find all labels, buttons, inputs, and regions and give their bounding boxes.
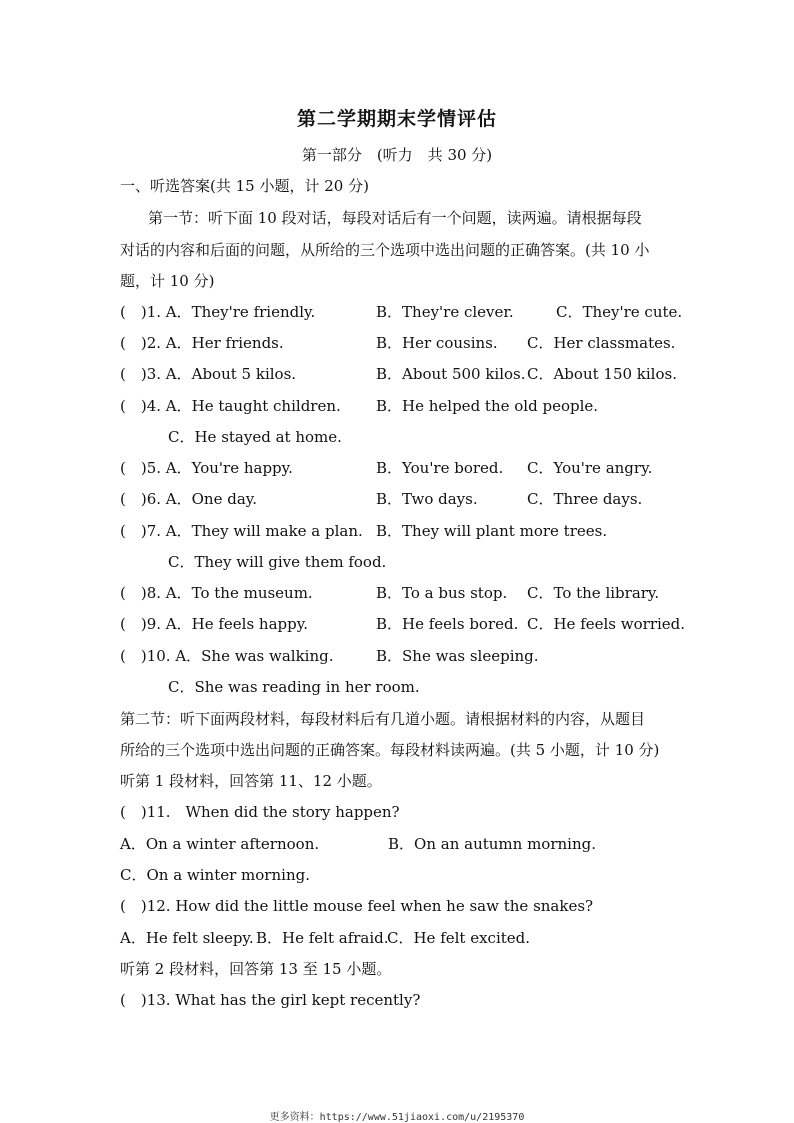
instruction-line: 第二节：听下面两段材料，每段材料后有几道小题。请根据材料的内容，从题目 xyxy=(120,710,646,728)
question-8-option-b: B．To a bus stop. xyxy=(376,584,508,602)
question-8-option-c: C．To the library. xyxy=(527,584,660,602)
question-10-option-b: B．She was sleeping. xyxy=(376,647,539,665)
question-12-option-a: A．He felt sleepy. xyxy=(120,929,254,947)
question-8-option-a: ( )8. A．To the museum. xyxy=(120,584,313,602)
question-5-option-b: B．You're bored. xyxy=(376,459,504,477)
question-11-option-a: A．On a winter afternoon. xyxy=(120,835,320,853)
question-11-stem: ( )11. When did the story happen? xyxy=(120,803,400,821)
question-6-option-b: B．Two days. xyxy=(376,490,478,508)
material-heading: 听第 1 段材料，回答第 11、12 小题。 xyxy=(120,772,382,790)
question-9-option-a: ( )9. A．He feels happy. xyxy=(120,615,308,633)
question-9-option-b: B．He feels bored. xyxy=(376,615,519,633)
question-7-option-c: C．They will give them food. xyxy=(168,553,387,571)
question-10-option-a: ( )10. A．She was walking. xyxy=(120,647,334,665)
question-9-option-c: C．He feels worried. xyxy=(527,615,686,633)
question-2-option-a: ( )2. A．Her friends. xyxy=(120,334,284,352)
instruction-line: 对话的内容和后面的问题，从所给的三个选项中选出问题的正确答案。(共 10 小 xyxy=(120,241,650,259)
question-13-stem: ( )13. What has the girl kept recently? xyxy=(120,991,421,1009)
question-1-option-b: B．They're clever. xyxy=(376,303,514,321)
question-4-option-a: ( )4. A．He taught children. xyxy=(120,397,341,415)
question-1-option-a: ( )1. A．They're friendly. xyxy=(120,303,316,321)
question-10-option-c: C．She was reading in her room. xyxy=(168,678,420,696)
question-6-option-a: ( )6. A．One day. xyxy=(120,490,258,508)
question-3-option-b: B．About 500 kilos. xyxy=(376,365,526,383)
question-4-option-b: B．He helped the old people. xyxy=(376,397,599,415)
page-title: 第二学期期末学情评估 xyxy=(296,108,497,130)
question-5-option-c: C．You're angry. xyxy=(527,459,653,477)
question-1-option-c: C．They're cute. xyxy=(556,303,683,321)
instruction-line: 题，计 10 分) xyxy=(120,272,215,290)
instruction-line: 所给的三个选项中选出问题的正确答案。每段材料读两遍。(共 5 小题，计 10 分) xyxy=(120,741,660,759)
question-2-option-c: C．Her classmates. xyxy=(527,334,676,352)
question-7-option-a: ( )7. A．They will make a plan. xyxy=(120,522,363,540)
question-4-option-c: C．He stayed at home. xyxy=(168,428,342,446)
question-3-option-c: C．About 150 kilos. xyxy=(527,365,677,383)
question-6-option-c: C．Three days. xyxy=(527,490,643,508)
section-heading: 一、听选答案(共 15 小题，计 20 分) xyxy=(120,177,369,195)
question-3-option-a: ( )3. A．About 5 kilos. xyxy=(120,365,297,383)
material-heading: 听第 2 段材料，回答第 13 至 15 小题。 xyxy=(120,960,392,978)
question-12-option-c: C．He felt excited. xyxy=(387,929,531,947)
footer-link-text: 更多资料：https://www.51jiaoxi.com/u/2195370 xyxy=(269,1112,525,1123)
question-11-option-b: B．On an autumn morning. xyxy=(388,835,596,853)
question-7-option-b: B．They will plant more trees. xyxy=(376,522,608,540)
instruction-line: 第一节：听下面 10 段对话，每段对话后有一个问题，读两遍。请根据每段 xyxy=(148,209,642,227)
question-11-option-c: C．On a winter morning. xyxy=(120,866,310,884)
question-12-stem: ( )12. How did the little mouse feel when he saw the snakes? xyxy=(120,897,594,915)
question-5-option-a: ( )5. A．You're happy. xyxy=(120,459,293,477)
question-2-option-b: B．Her cousins. xyxy=(376,334,498,352)
part-subtitle: 第一部分 (听力 共 30 分) xyxy=(301,146,493,164)
question-12-option-b: B．He felt afraid. xyxy=(256,929,389,947)
